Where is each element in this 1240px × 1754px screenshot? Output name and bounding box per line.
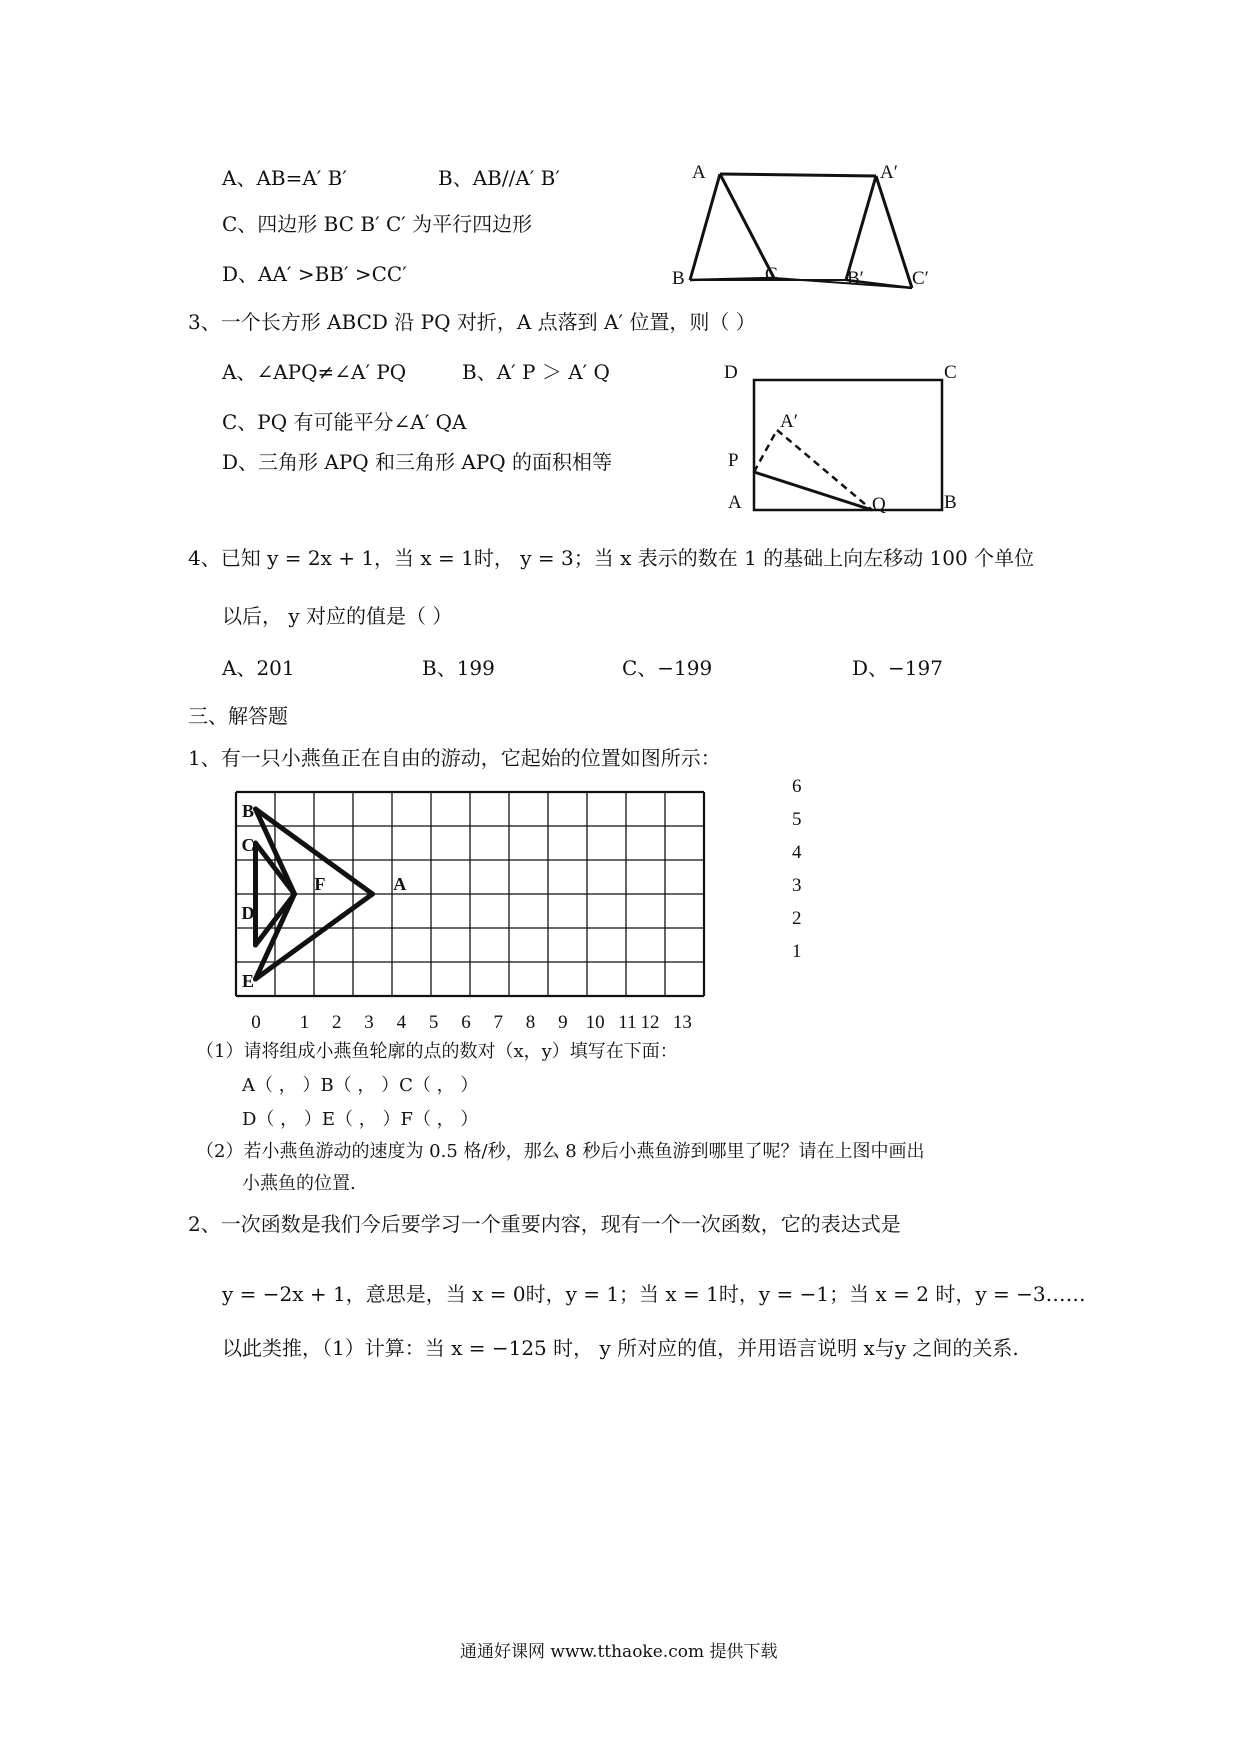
p2-line2: y = −2x + 1，意思是，当 x = 0时，y = 1；当 x = 1时，y = −1；当 x = 2 时，y = −3……	[222, 1282, 1086, 1306]
x-tick-label: 0	[251, 1012, 261, 1033]
translation-figure	[672, 158, 952, 298]
label-A-prime: A′	[880, 162, 898, 183]
q4-option-b: B、199	[422, 656, 495, 680]
label-C-prime: C′	[912, 268, 929, 289]
fold-rectangle-figure	[722, 360, 972, 520]
label-D: D	[724, 362, 738, 383]
fish-grid-figure	[232, 780, 802, 1033]
x-tick-label: 5	[428, 1012, 439, 1033]
grid-lines	[236, 792, 704, 996]
label-A: A	[692, 162, 706, 183]
point-label-F: F	[314, 874, 326, 894]
q4-stem-line2: 以后， y 对应的值是（ ）	[222, 604, 453, 628]
q3-option-d: D、三角形 APQ 和三角形 APQ 的面积相等	[222, 450, 613, 474]
label-Q: Q	[872, 494, 886, 515]
q2-option-a: A、AB=A′ B′	[222, 166, 347, 190]
y-tick-label: 4	[792, 842, 802, 863]
x-tick-label: 13	[672, 1012, 692, 1033]
x-tick-label: 6	[461, 1012, 471, 1033]
x-tick-label: 9	[558, 1012, 568, 1033]
label-B-prime: B′	[847, 268, 864, 289]
p1-stem: 1、有一只小燕鱼正在自由的游动，它起始的位置如图所示：	[188, 746, 721, 770]
label-C: C	[765, 264, 778, 285]
label-B: B	[944, 492, 957, 513]
p2-line1: 2、一次函数是我们今后要学习一个重要内容，现有一个一次函数，它的表达式是	[188, 1212, 901, 1236]
x-tick-label: 12	[640, 1012, 660, 1033]
y-tick-label: 1	[792, 941, 802, 962]
x-tick-label: 10	[585, 1012, 605, 1033]
y-tick-label: 2	[792, 908, 802, 929]
x-tick-label: 1	[299, 1012, 310, 1033]
x-tick-label: 4	[396, 1012, 407, 1033]
y-tick-label: 6	[792, 776, 802, 797]
q2-option-b: B、AB//A′ B′	[438, 166, 560, 190]
y-tick-label: 5	[792, 809, 802, 830]
p1-sub2-line2: 小燕鱼的位置.	[242, 1173, 356, 1194]
q3-option-a: A、∠APQ≠∠A′ PQ	[222, 360, 407, 384]
q2-option-c: C、四边形 BC B′ C′ 为平行四边形	[222, 212, 533, 236]
x-axis-ticks	[251, 1012, 692, 1033]
footer: 通通好课网 www.tthaoke.com 提供下载	[460, 1642, 778, 1662]
q4-stem-line1: 4、已知 y = 2x + 1，当 x = 1时， y = 3；当 x 表示的数在 1 的基础上向左移动 100 个单位	[188, 546, 1035, 570]
x-tick-label: 8	[525, 1012, 536, 1033]
q3-stem: 3、一个长方形 ABCD 沿 PQ 对折，A 点落到 A′ 位置，则（ ）	[188, 310, 756, 334]
q4-option-d: D、−197	[852, 656, 943, 680]
p1-sub1: （1）请将组成小燕鱼轮廓的点的数对（x，y）填写在下面：	[196, 1041, 678, 1062]
q4-option-a: A、201	[222, 656, 295, 680]
x-tick-label: 11	[618, 1012, 637, 1033]
y-axis-labels	[780, 768, 820, 968]
q3-option-b: B、A′ P ＞ A′ Q	[462, 360, 610, 384]
point-label-A: A	[393, 874, 407, 894]
section-title: 三、解答题	[188, 704, 288, 728]
point-label-D: D	[241, 903, 255, 923]
q3-option-c: C、PQ 有可能平分∠A′ QA	[222, 410, 467, 434]
q4-option-c: C、−199	[622, 656, 713, 680]
label-B: B	[672, 268, 685, 289]
x-tick-label: 3	[364, 1012, 374, 1033]
point-label-E: E	[241, 971, 255, 991]
q2-option-d: D、AA′ >BB′ >CC′	[222, 262, 407, 286]
label-C: C	[944, 362, 957, 383]
p1-fill-row1: A（ ， ）B（ ， ）C（ ， ）	[242, 1075, 479, 1096]
label-A-prime: A′	[780, 411, 798, 432]
p1-fill-row2: D（ ， ）E（ ， ）F（ ， ）	[242, 1109, 479, 1130]
p1-sub2-line1: （2）若小燕鱼游动的速度为 0.5 格/秒，那么 8 秒后小燕鱼游到哪里了呢？请在上图中画出	[196, 1141, 925, 1162]
label-P: P	[728, 450, 739, 471]
point-label-B: B	[241, 801, 255, 821]
label-A: A	[728, 492, 742, 513]
point-label-C: C	[241, 835, 255, 855]
p2-line3: 以此类推，（1）计算：当 x = −125 时， y 所对应的值，并用语言说明 x与y 之间的关系.	[222, 1336, 1019, 1360]
y-tick-label: 3	[792, 875, 802, 896]
x-tick-label: 7	[493, 1012, 503, 1033]
x-tick-label: 2	[332, 1012, 342, 1033]
